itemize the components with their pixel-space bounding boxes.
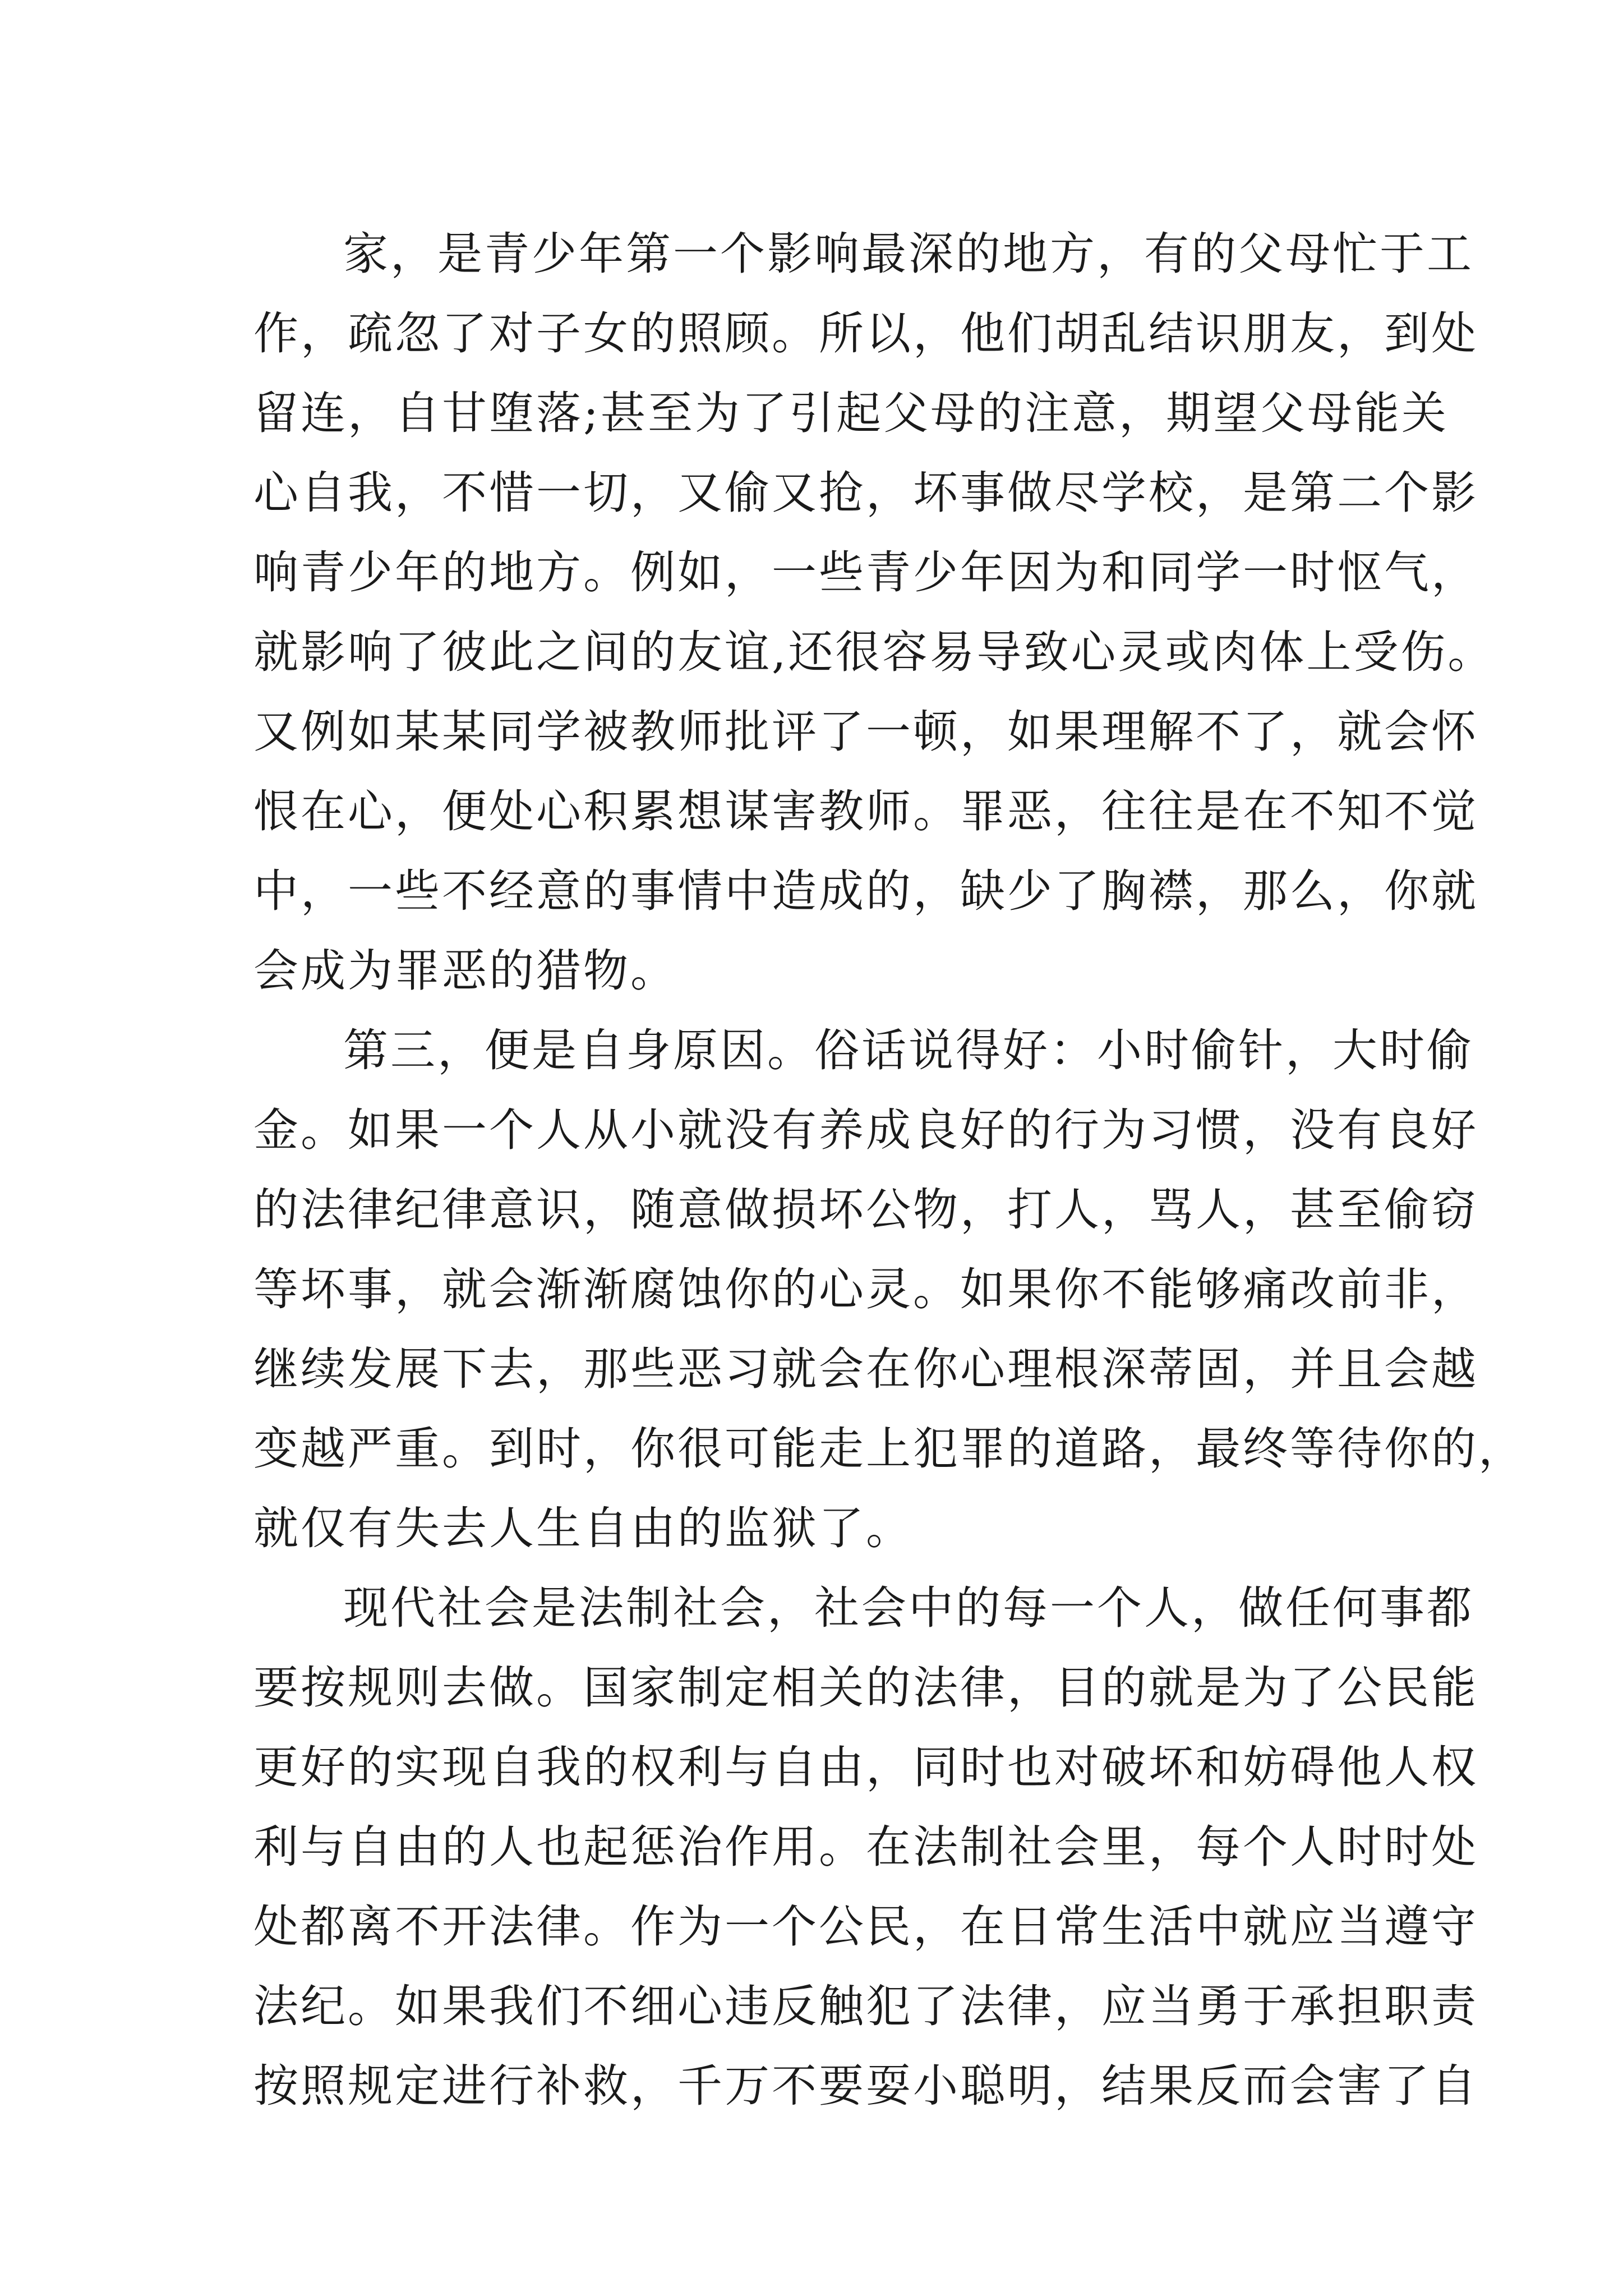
paragraph-1-line-5: 响青少年的地方。例如，一些青少年因为和同学一时怄气，	[253, 546, 1478, 599]
document-body	[253, 214, 1525, 2126]
paragraph-3-line-3: 更好的实现自我的权利与自由，同时也对破坏和妨碍他人权	[253, 1741, 1478, 1793]
paragraph-2-line-1: 第三，便是自身原因。俗话说得好：小时偷针，大时偷	[343, 1024, 1474, 1076]
paragraph-1-line-1: 家，是青少年第一个影响最深的地方，有的父母忙于工	[343, 228, 1474, 280]
paragraph-2-line-3: 的法律纪律意识，随意做损坏公物，打人，骂人，甚至偷窃	[253, 1184, 1478, 1236]
paragraph-3-line-5: 处都离不开法律。作为一个公民，在日常生活中就应当遵守	[253, 1901, 1478, 1953]
paragraph-2-line-5: 继续发展下去，那些恶习就会在你心理根深蒂固，并且会越	[253, 1343, 1478, 1395]
paragraph-3-line-6: 法纪。如果我们不细心违反触犯了法律，应当勇于承担职责	[253, 1980, 1478, 2032]
paragraph-3-line-1: 现代社会是法制社会，社会中的每一个人，做任何事都	[343, 1582, 1474, 1634]
paragraph-3-line-2: 要按规则去做。国家制定相关的法律，目的就是为了公民能	[253, 1662, 1478, 1714]
paragraph-1-line-2: 作，疏忽了对子女的照顾。所以，他们胡乱结识朋友，到处	[253, 307, 1478, 360]
paragraph-2-line-4: 等坏事，就会渐渐腐蚀你的心灵。如果你不能够痛改前非，	[253, 1263, 1478, 1315]
paragraph-1-line-10: 会成为罪恶的猎物。	[253, 945, 677, 997]
paragraph-1-line-7: 又例如某某同学被教师批评了一顿，如果理解不了，就会怀	[253, 706, 1478, 758]
paragraph-2-line-7: 就仅有失去人生自由的监狱了。	[253, 1502, 913, 1554]
paragraph-3-line-7: 按照规定进行补救，千万不要耍小聪明，结果反而会害了自	[253, 2060, 1478, 2112]
paragraph-1-line-6: 就影响了彼此之间的友谊,还很容易导致心灵或肉体上受伤。	[253, 626, 1495, 678]
paragraph-1-line-3: 留连，自甘堕落;甚至为了引起父母的注意，期望父母能关	[253, 387, 1449, 439]
paragraph-1-line-9: 中，一些不经意的事情中造成的，缺少了胸襟，那么，你就	[253, 865, 1478, 917]
paragraph-2-line-6: 变越严重。到时，你很可能走上犯罪的道路，最终等待你的，	[253, 1423, 1525, 1475]
paragraph-2-line-2: 金。如果一个人从小就没有养成良好的行为习惯，没有良好	[253, 1104, 1478, 1156]
paragraph-1-line-8: 恨在心，便处心积累想谋害教师。罪恶，往往是在不知不觉	[253, 785, 1478, 838]
paragraph-3-line-4: 利与自由的人也起惩治作用。在法制社会里，每个人时时处	[253, 1821, 1478, 1873]
paragraph-1-line-4: 心自我，不惜一切，又偷又抢，坏事做尽学校，是第二个影	[253, 467, 1478, 519]
